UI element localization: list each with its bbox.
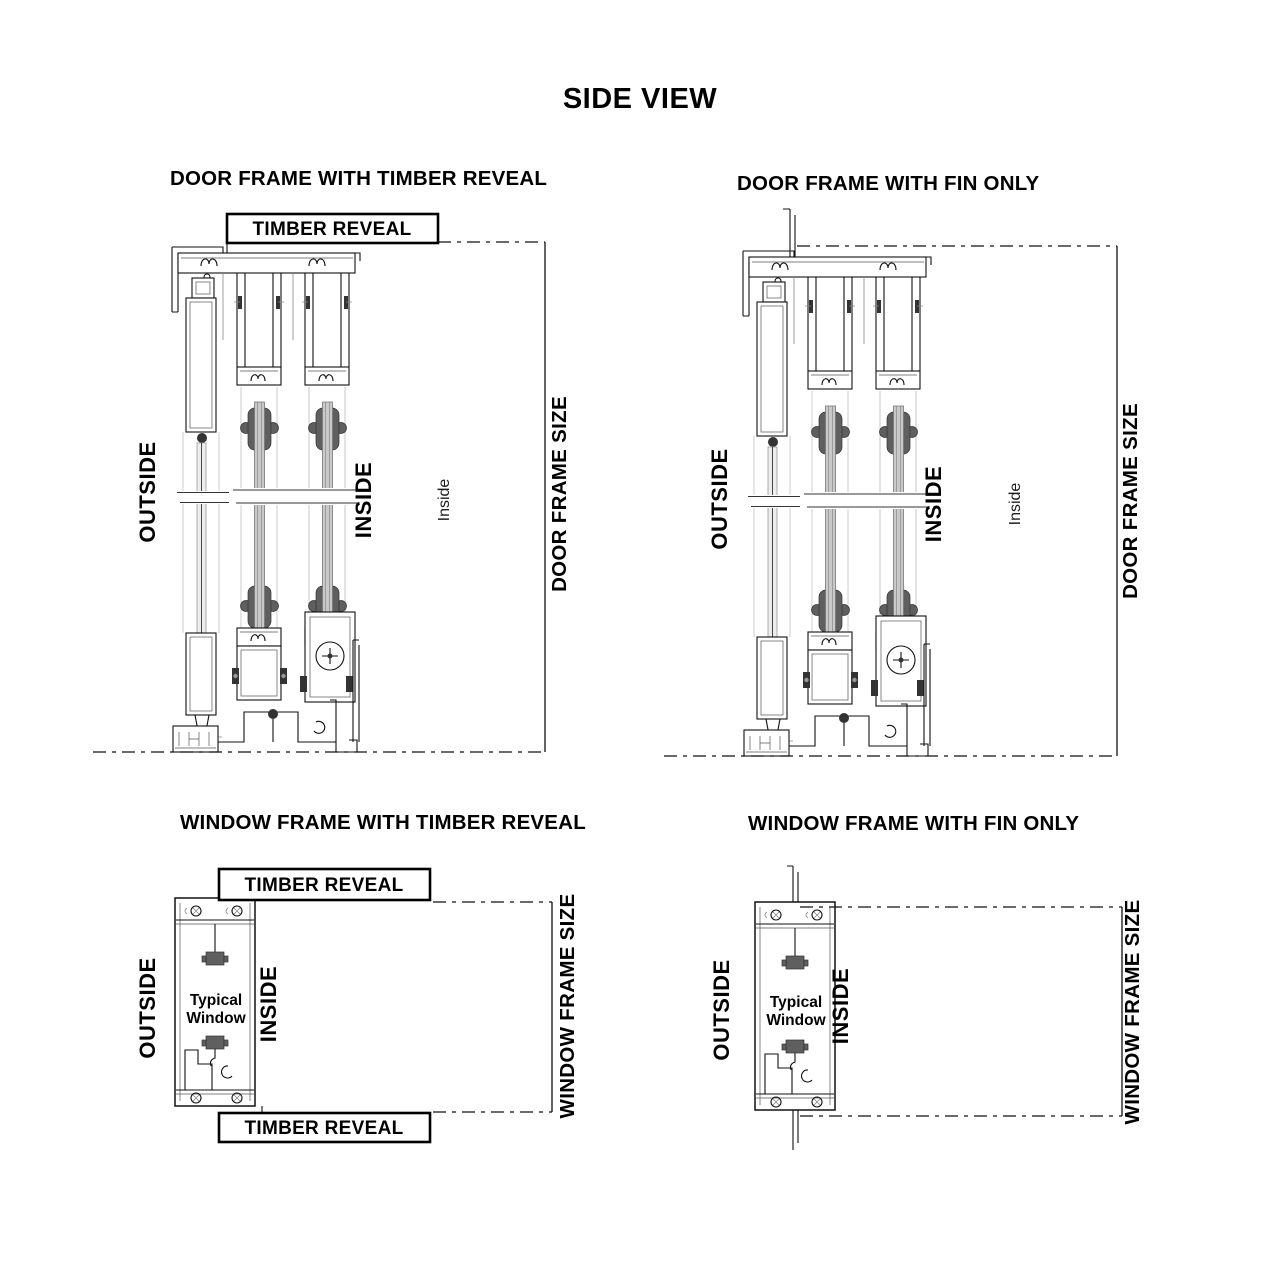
window-frame-size-label: WINDOW FRAME SIZE — [556, 893, 579, 1119]
timber-reveal-label: TIMBER REVEAL — [252, 219, 412, 240]
window-fin-heading: WINDOW FRAME WITH FIN ONLY — [748, 812, 1080, 835]
diagram-door-fin-only — [664, 172, 1142, 756]
outside-label: OUTSIDE — [135, 441, 160, 543]
typical-window-label-line1: Typical — [189, 992, 243, 1009]
mounting-fin-top — [787, 866, 798, 902]
window-timber-heading: WINDOW FRAME WITH TIMBER REVEAL — [180, 811, 586, 834]
inside-label: INSIDE — [921, 465, 946, 543]
diagram-window-fin-only — [709, 812, 1144, 1150]
typical-window-label-line1: Typical — [769, 994, 823, 1011]
door-frame-size-label: DOOR FRAME SIZE — [1119, 403, 1142, 599]
outside-label: OUTSIDE — [707, 448, 732, 550]
door-section-drawing — [743, 251, 931, 756]
diagram-door-timber-reveal — [93, 167, 571, 752]
inside-label: INSIDE — [828, 967, 853, 1045]
page-title: SIDE VIEW — [562, 83, 718, 115]
outside-label: OUTSIDE — [135, 957, 160, 1059]
timber-reveal-top-label: TIMBER REVEAL — [244, 875, 404, 896]
door-frame-size-label: DOOR FRAME SIZE — [548, 396, 571, 592]
inside-small-label: Inside — [1007, 482, 1024, 526]
door-section-drawing — [172, 247, 360, 752]
mounting-fin-bottom — [793, 1110, 798, 1150]
mounting-fin — [783, 209, 795, 257]
typical-window-label-line2: Window — [186, 1010, 246, 1027]
window-frame-size-label: WINDOW FRAME SIZE — [1121, 899, 1144, 1125]
typical-window-label-line2: Window — [766, 1012, 826, 1029]
inside-label: INSIDE — [256, 965, 281, 1043]
timber-reveal-bottom-label: TIMBER REVEAL — [244, 1118, 404, 1139]
inside-small-label: Inside — [436, 478, 453, 522]
outside-label: OUTSIDE — [709, 959, 734, 1061]
inside-label: INSIDE — [351, 461, 376, 539]
door-fin-heading: DOOR FRAME WITH FIN ONLY — [737, 172, 1040, 195]
door-timber-heading: DOOR FRAME WITH TIMBER REVEAL — [170, 167, 548, 190]
diagram-window-timber-reveal — [135, 811, 586, 1142]
